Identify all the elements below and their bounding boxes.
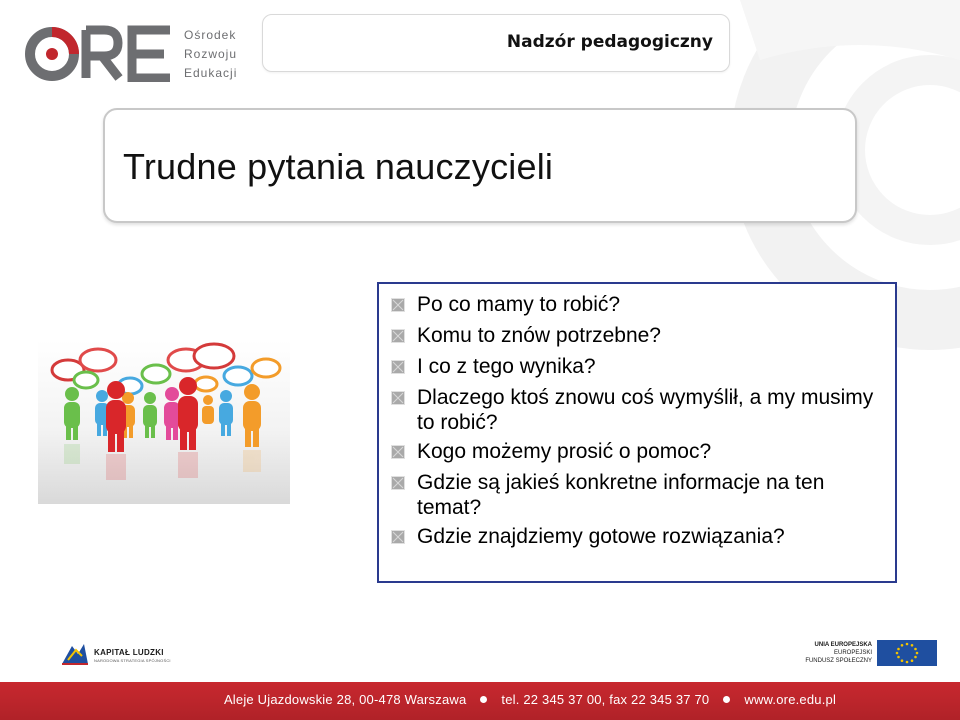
question-item	[391, 470, 887, 520]
eu-flag-icon	[877, 640, 937, 666]
question-text: Komu to znów potrzebne?	[417, 324, 661, 347]
question-item	[391, 524, 887, 549]
question-text: Gdzie są jakieś konkretne informacje na ten temat?	[417, 471, 825, 519]
kapital-ludzki-subtext: NARODOWA STRATEGIA SPÓJNOŚCI	[94, 658, 171, 663]
bullet-square-icon	[391, 298, 405, 312]
question-item	[391, 439, 887, 464]
question-text: Gdzie znajdziemy gotowe rozwiązania?	[417, 525, 785, 548]
eu-fund-text	[780, 641, 872, 665]
logo-line-2: Rozwoju	[184, 47, 238, 61]
bullet-square-icon	[391, 391, 405, 405]
question-item	[391, 385, 887, 435]
questions-list	[391, 292, 887, 555]
bullet-square-icon	[391, 445, 405, 459]
footer-address: Aleje Ujazdowskie 28, 00-478 Warszawa	[223, 692, 467, 707]
questions-list-box	[377, 282, 897, 583]
bullet-square-icon	[391, 476, 405, 490]
bullet-square-icon	[391, 530, 405, 544]
kapital-ludzki-text: KAPITAŁ LUDZKI	[94, 648, 164, 657]
question-text: I co z tego wynika?	[417, 355, 596, 378]
question-item	[391, 292, 887, 317]
question-item	[391, 354, 887, 379]
bullet-dot-icon	[480, 696, 487, 703]
eu-line-1: UNIA EUROPEJSKA	[814, 642, 872, 648]
header-section-pill	[262, 14, 730, 72]
question-item	[391, 323, 887, 348]
footer-phone: tel. 22 345 37 00, fax 22 345 37 70	[501, 692, 710, 707]
bullet-dot-icon	[723, 696, 730, 703]
slide-title: Trudne pytania nauczycieli	[123, 146, 554, 187]
eu-line-3: FUNDUSZ SPOŁECZNY	[805, 658, 872, 664]
question-text: Dlaczego ktoś znowu coś wymyślił, a my musimy to robić?	[417, 386, 874, 434]
footer-website-link[interactable]: www.ore.edu.pl	[744, 692, 837, 707]
ore-logo-text	[184, 26, 237, 83]
bullet-square-icon	[391, 329, 405, 343]
footer-contact-line	[0, 692, 960, 707]
footer-bar	[0, 682, 960, 720]
logo-line-3: Edukacji	[184, 66, 238, 80]
logo-line-1: Ośrodek	[184, 28, 237, 42]
section-label: Nadzór pedagogiczny	[506, 32, 713, 52]
eu-line-2: EUROPEJSKI	[833, 650, 872, 656]
people-speech-bubbles-illustration	[38, 340, 290, 504]
question-text: Po co mamy to robić?	[417, 293, 621, 316]
ore-logo	[24, 22, 238, 84]
ore-logo-mark-icon	[24, 24, 174, 82]
title-box	[103, 108, 857, 223]
question-text: Kogo możemy prosić o pomoc?	[417, 440, 712, 463]
bullet-square-icon	[391, 360, 405, 374]
